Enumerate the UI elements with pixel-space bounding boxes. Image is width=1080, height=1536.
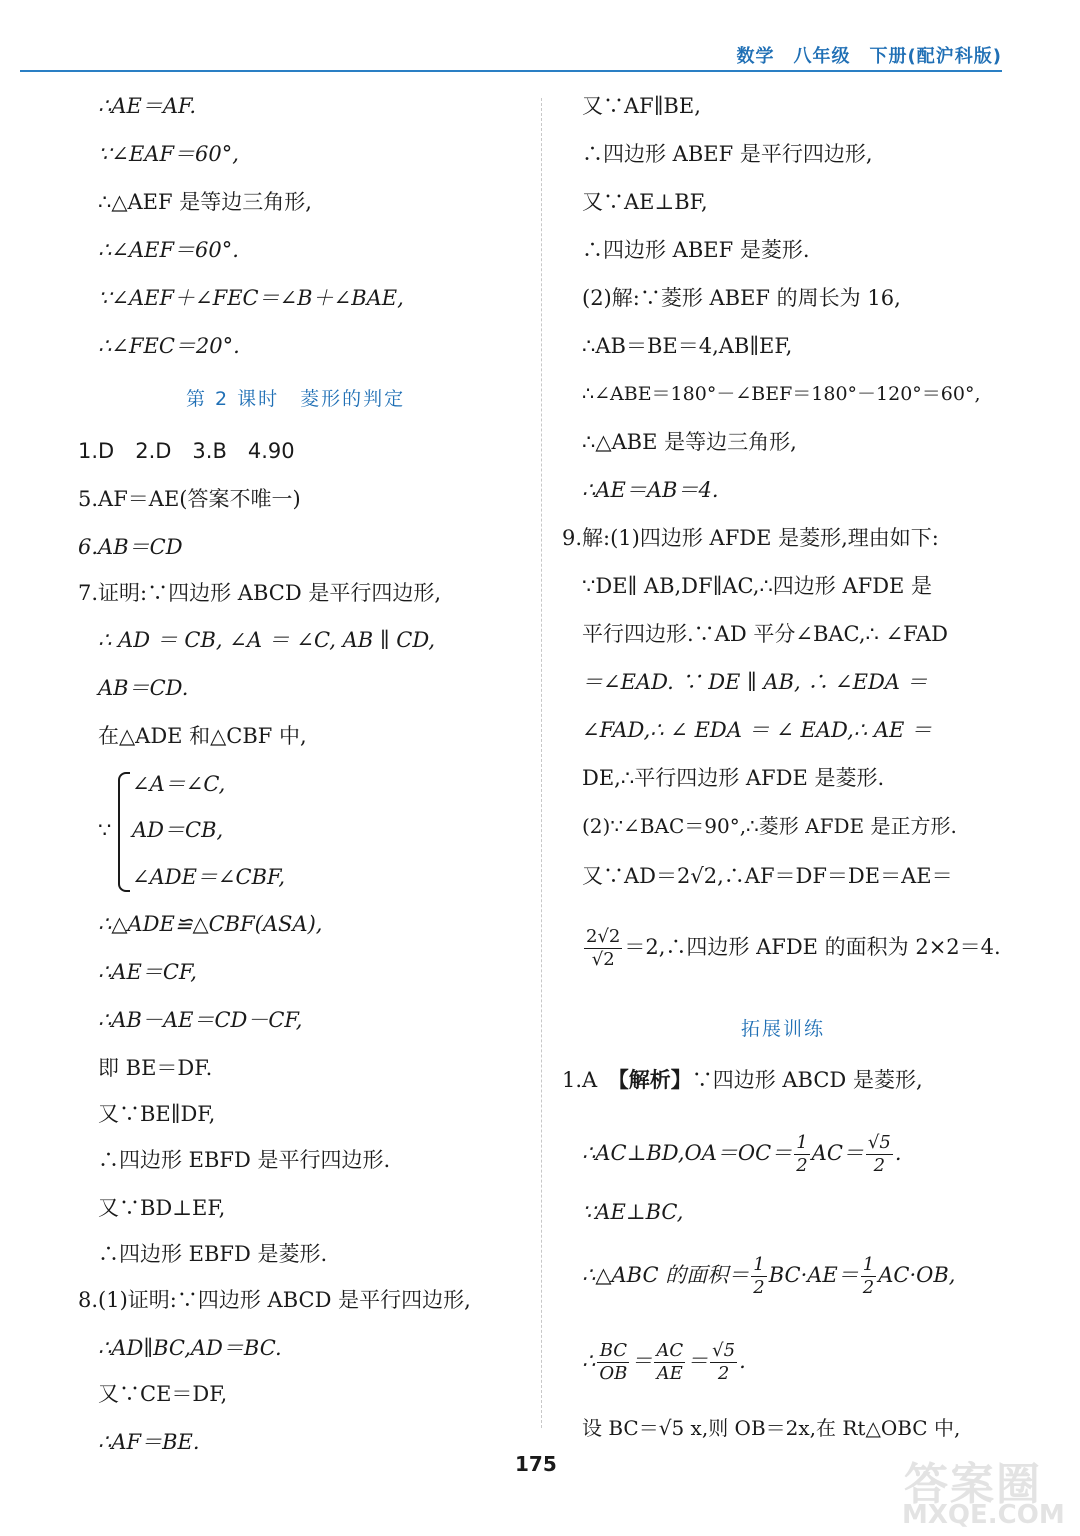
text-line: ∴△AEF 是等边三角形,: [98, 190, 312, 214]
text-line: ＝∠EAD. ∵ DE ∥ AB, ∴ ∠EDA ＝: [582, 670, 928, 694]
page-number: 175: [515, 1452, 557, 1476]
text-line: 又∵BD⊥EF,: [98, 1196, 226, 1220]
text-line: ∴AF＝BE.: [98, 1430, 200, 1454]
formula-line: ∴ $\frac{BC}{OB}$ ＝ $\frac{AC}{AE}$ ＝ $\frac{√5}{2}$ .: [582, 1340, 746, 1384]
analysis-tag: 【解析】: [618, 1067, 692, 1092]
text-line: ∠FAD,∴ ∠ EDA ＝ ∠ EAD,∴ AE ＝: [582, 718, 932, 742]
text-line: 设 BC＝√5 x,则 OB＝2x,在 Rt△OBC 中,: [582, 1416, 961, 1440]
text-line: ∴∠ABE＝180°－∠BEF＝180°－120°＝60°,: [582, 383, 981, 405]
text-line: ∴△ADE≌△CBF(ASA),: [98, 912, 323, 936]
text-line: ∴AE＝AB＝4.: [582, 478, 719, 502]
formula-line: $\frac{2√2}{√2}$ ＝2,∴四边形 AFDE 的面积为 2×2＝4.: [586, 926, 1001, 970]
text-line: 又∵AE⊥BF,: [582, 190, 708, 214]
watermark-logo: 答案圈 MXQE.COM: [902, 1459, 1065, 1530]
text-line: 平行四边形.∵AD 平分∠BAC,∴ ∠FAD: [582, 622, 948, 646]
text-line: ∴AB＝BE＝4,AB∥EF,: [582, 334, 793, 358]
text-line: 又∵BE∥DF,: [98, 1102, 216, 1126]
text-line: 即 BE＝DF.: [98, 1056, 213, 1080]
text-line: ∵∠EAF＝60°,: [98, 142, 239, 166]
text-line: ∴四边形 ABEF 是菱形.: [582, 238, 810, 262]
text-line: 又∵CE＝DF,: [98, 1382, 228, 1406]
text-line: ∴△ABE 是等边三角形,: [582, 430, 797, 454]
text-line: ∴AD∥BC,AD＝BC.: [98, 1336, 282, 1360]
page-header: [20, 40, 1002, 72]
text-line: ∴AB－AE＝CD－CF,: [98, 1008, 303, 1032]
book-title: 数学 八年级 下册(配沪科版): [736, 46, 1002, 67]
answer-line: 1.A 【解析】∵四边形 ABCD 是菱形,: [562, 1067, 923, 1092]
section-title: 第 2 课时 菱形的判定: [186, 388, 406, 410]
text-line: ∵AE⊥BC,: [582, 1200, 684, 1224]
section-title-extension: 拓展训练: [741, 1018, 826, 1040]
text-line: 又∵AD＝2√2,∴AF＝DF＝DE＝AE＝: [582, 864, 953, 888]
fraction: $\frac{√5}{2}$: [867, 1132, 891, 1176]
text-line: ∴AE＝AF.: [98, 94, 196, 118]
formula-line: ∴AC⊥BD,OA＝OC＝ $\frac{1}{2}$ AC＝ $\frac{√5}{2}$ .: [582, 1132, 902, 1176]
answer-line: 5.AF＝AE(答案不唯一): [78, 487, 301, 511]
text-line: ∵∠AEF＋∠FEC＝∠B＋∠BAE,: [98, 286, 404, 310]
text-line: 在△ADE 和△CBF 中,: [98, 724, 307, 748]
brace-bracket: [118, 772, 130, 892]
fraction: $\frac{√5}{2}$: [712, 1340, 736, 1384]
fraction: $\frac{1}{2}$: [753, 1254, 765, 1298]
answer-line: 9.解:(1)四边形 AFDE 是菱形,理由如下:: [562, 526, 939, 550]
brace-line: ∠ADE＝∠CBF,: [132, 865, 285, 889]
text-line: 又∵AF∥BE,: [582, 94, 701, 118]
fraction: $\frac{AC}{AE}$: [656, 1340, 684, 1384]
formula-line: ∴△ABC 的面积＝ $\frac{1}{2}$ BC·AE＝ $\frac{1}{2}$ AC·OB,: [582, 1254, 956, 1298]
fraction: $\frac{1}{2}$: [796, 1132, 808, 1176]
text-line: DE,∴平行四边形 AFDE 是菱形.: [582, 766, 885, 790]
answer-line: 6.AB＝CD: [78, 535, 183, 559]
column-divider: [541, 98, 542, 1428]
text-line: ∵DE∥ AB,DF∥AC,∴四边形 AFDE 是: [582, 574, 933, 598]
text-line: ∴∠FEC＝20°.: [98, 334, 240, 358]
text-line: (2)解:∵菱形 ABEF 的周长为 16,: [582, 286, 901, 310]
text-line: ∴四边形 EBFD 是菱形.: [98, 1242, 328, 1266]
answer-line: 8.(1)证明:∵四边形 ABCD 是平行四边形,: [78, 1288, 471, 1312]
text-line: ∴四边形 ABEF 是平行四边形,: [582, 142, 873, 166]
text-line: ∴∠AEF＝60°.: [98, 238, 239, 262]
text-line: ∴四边形 EBFD 是平行四边形.: [98, 1148, 391, 1172]
text-line: ∴AE＝CF,: [98, 960, 197, 984]
text-line: (2)∵∠BAC＝90°,∴菱形 AFDE 是正方形.: [582, 814, 957, 838]
text-line: ∴ AD ＝ CB, ∠A ＝ ∠C, AB ∥ CD,: [98, 628, 436, 652]
text-line: AB＝CD.: [98, 676, 189, 700]
answer-line: 7.证明:∵四边形 ABCD 是平行四边形,: [78, 581, 442, 605]
answer-line: 1.D 2.D 3.B 4.90: [78, 439, 295, 463]
brace-line: AD＝CB,: [132, 818, 224, 842]
because-symbol: ∵: [98, 818, 112, 842]
brace-line: ∠A＝∠C,: [132, 772, 226, 796]
fraction: $\frac{BC}{OB}$: [599, 1340, 628, 1384]
fraction: $\frac{2√2}{√2}$: [586, 926, 621, 970]
fraction: $\frac{1}{2}$: [862, 1254, 875, 1298]
